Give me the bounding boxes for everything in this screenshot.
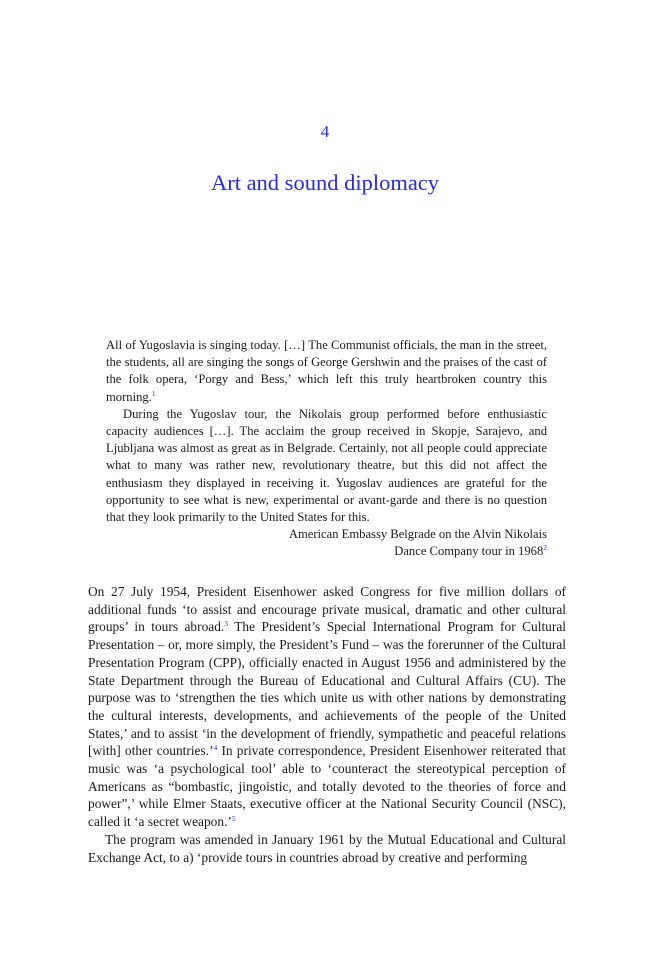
body-text [88, 583, 566, 866]
footnote-ref-5[interactable]: 5 [231, 814, 236, 824]
body-text-1c: In private correspondence, President Eisenhower reiterated that music was ‘a psychological tool’ able to ‘counteract the stereotypical perception of Americans as “bombastic, jingoistic, and totally devoted to the theories of force and power”,’ while Elmer Staats, executive officer at the National Security Council (NSC), called it ‘a secret weapon.’ [88, 743, 566, 830]
chapter-number: 4 [320, 122, 330, 141]
body-text-1a: On 27 July 1954, President Eisenhower asked Congress for five million dollars of additional funds ‘to assist and encourage private musical, dramatic and other cultural groups’ in tours abroad. [88, 584, 566, 635]
epigraph-paragraph-2: During the Yugoslav tour, the Nikolais group performed before enthusiastic capacity audiences […]. The acclaim the group received in Skopje, Sarajevo, and Ljubljana was almost as great as in Belgrade. Certainly, not all people could appreciate what to many was rather new, revolutionary theatre, but this did not affect the enthusiasm they displayed in receiving it. Yugoslav audiences are grateful for the opportunity to see what is new, experimental or avant-garde and there is no question that they look primarily to the United States for this. [106, 406, 547, 525]
body-paragraph-1 [88, 583, 566, 831]
footnote-ref-3[interactable]: 3 [224, 619, 229, 629]
footnote-ref-4[interactable]: 4 [213, 743, 218, 753]
attribution-text-2: Dance Company tour in 1968 [394, 544, 544, 559]
footnote-ref-2[interactable]: 2 [543, 543, 547, 553]
attribution-line-1: American Embassy Belgrade on the Alvin Nikolais [288, 527, 547, 542]
epigraph-attribution [106, 526, 547, 560]
attribution-line-2 [106, 543, 547, 560]
epigraph [106, 337, 547, 561]
chapter-title: Art and sound diplomacy [210, 170, 440, 195]
epigraph-text-1: All of Yugoslavia is singing today. […] The Communist officials, the man in the street, the students, all are singing the songs of George Gershwin and the praises of the cast of the folk opera, ‘Porgy and Bess,’ which left this truly heartbroken country this morning. [106, 338, 547, 404]
footnote-ref-1[interactable]: 1 [151, 388, 156, 398]
body-paragraph-2: The program was amended in January 1961 by the Mutual Educational and Cultural Exchange Act, to a) ‘provide tours in countries abroad by creative and performing [88, 831, 566, 865]
epigraph-paragraph-1 [106, 337, 547, 406]
body-text-1b: The President’s Special International Program for Cultural Presentation – or, more simply, the President’s Fund – was the forerunner of the Cultural Presentation Program (CPP), officially enacted in August 1956 and administered by the State Department through the Bureau of Educational and Cultural Affairs (CU). The purpose was to ‘strengthen the ties which unite us with other nations by demonstrating the cultural interests, developments, and achievements of the people of the United States,’ and to assist ‘in the development of friendly, sympathetic and peaceful relations [with] other countries.’ [88, 619, 566, 759]
